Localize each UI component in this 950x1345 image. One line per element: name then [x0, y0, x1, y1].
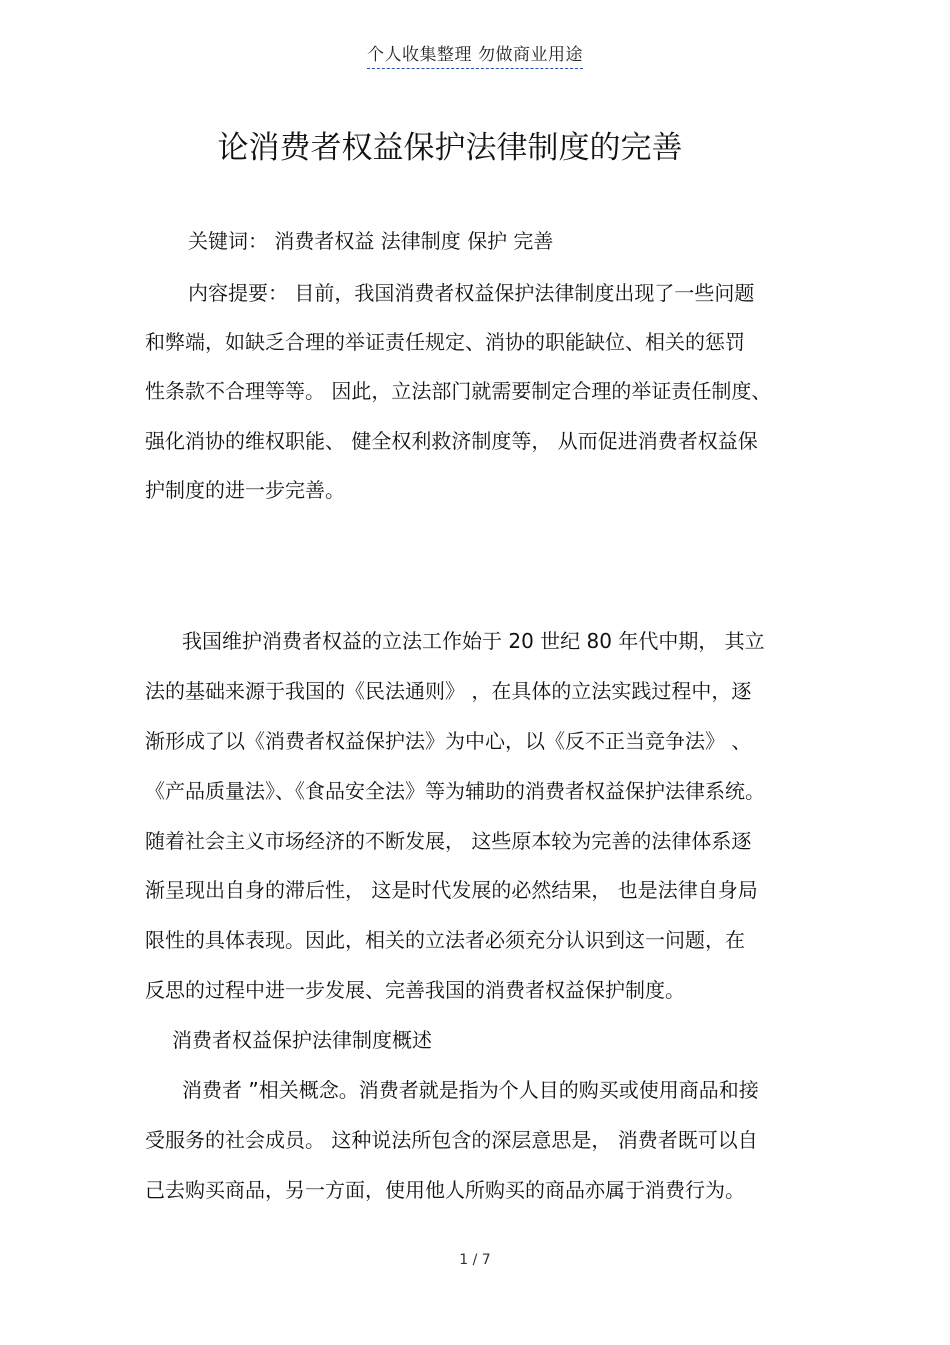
body-line: 法的基础来源于我国的《民法通则》 ，在具体的立法实践过程中，逐 [145, 679, 752, 703]
header-text: 个人收集整理 勿做商业用途 [367, 40, 583, 69]
summary-line: 强化消协的维权职能、 健全权利救济制度等， 从而促进消费者权益保 [145, 429, 758, 453]
concept-line: 受服务的社会成员。 这种说法所包含的深层意思是， 消费者既可以自 [145, 1128, 758, 1152]
page-number: 1 / 7 [459, 1252, 491, 1268]
body-line: 渐形成了以《消费者权益保护法》为中心，以《反不正当竞争法》 、 [145, 729, 752, 753]
summary-line: 护制度的进一步完善。 [145, 478, 345, 502]
body-line: 反思的过程中进一步发展、完善我国的消费者权益保护制度。 [145, 978, 685, 1002]
document-title: 论消费者权益保护法律制度的完善 [217, 130, 683, 166]
body-line: 我国维护消费者权益的立法工作始于 20 世纪 80 年代中期， 其立 [182, 629, 765, 653]
body-line: 《产品质量法》、《食品安全法》等为辅助的消费者权益保护法律系统。 [145, 779, 765, 803]
page-header [0, 40, 950, 69]
summary-line: 性条款不合理等等。 因此，立法部门就需要制定合理的举证责任制度、 [145, 379, 772, 403]
section-heading: 消费者权益保护法律制度概述 [172, 1028, 432, 1052]
concept-line: 己去购买商品，另一方面，使用他人所购买的商品亦属于消费行为。 [145, 1178, 745, 1202]
keywords-line: 关键词： 消费者权益 法律制度 保护 完善 [188, 229, 554, 253]
body-line: 随着社会主义市场经济的不断发展， 这些原本较为完善的法律体系逐 [145, 829, 752, 853]
body-line: 限性的具体表现。因此，相关的立法者必须充分认识到这一问题，在 [145, 928, 745, 952]
summary-line: 和弊端，如缺乏合理的举证责任规定、消协的职能缺位、相关的惩罚 [145, 330, 745, 354]
summary-line: 内容提要： 目前，我国消费者权益保护法律制度出现了一些问题 [188, 281, 755, 305]
concept-line: 消费者 ”相关概念。消费者就是指为个人目的购买或使用商品和接 [182, 1078, 759, 1102]
body-line: 渐呈现出自身的滞后性， 这是时代发展的必然结果， 也是法律自身局 [145, 878, 758, 902]
